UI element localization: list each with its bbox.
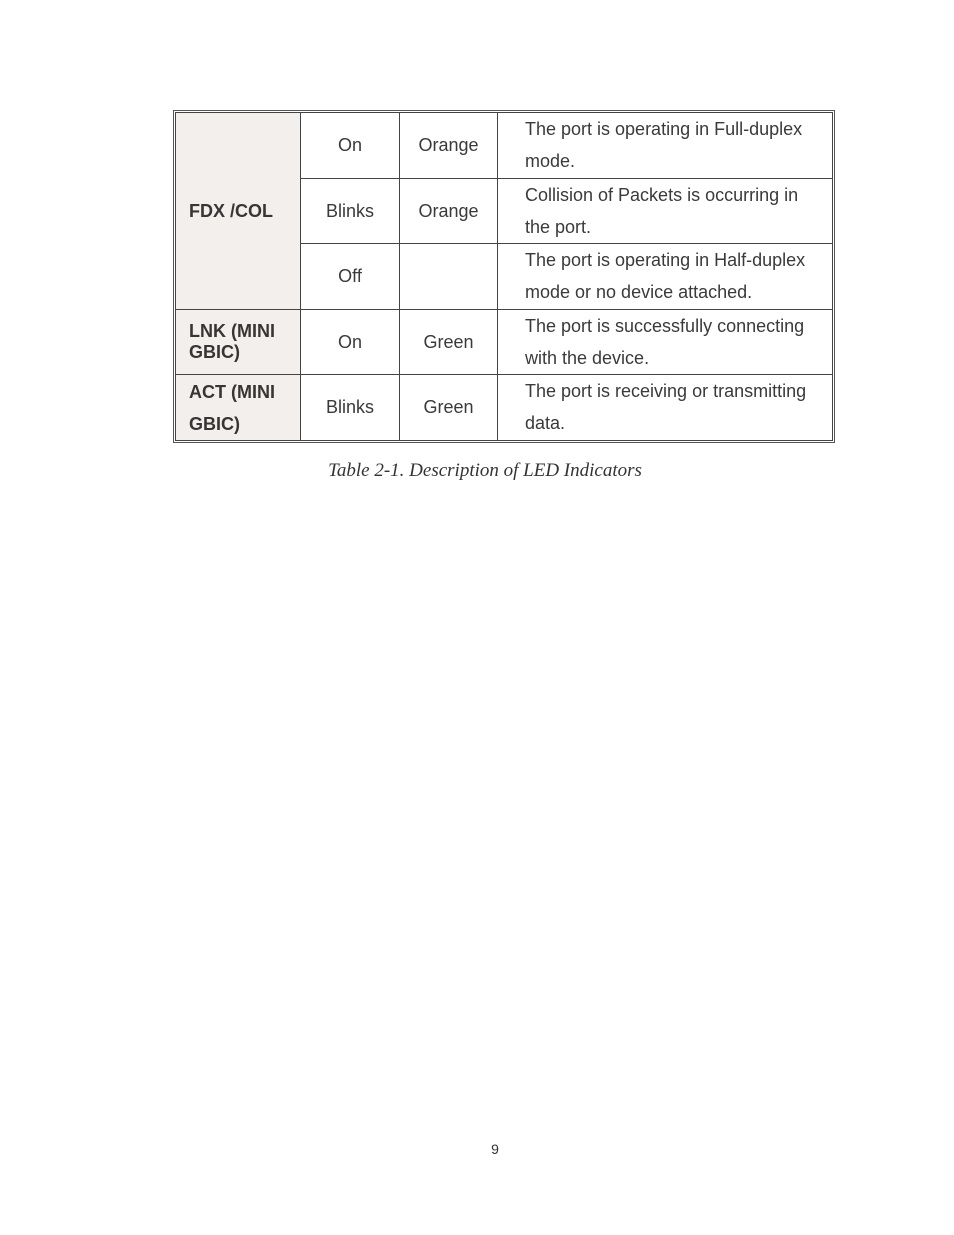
description-cell: The port is receiving or transmitting data. xyxy=(498,375,833,441)
table-caption: Table 2-1. Description of LED Indicators xyxy=(328,460,642,481)
led-indicator-table xyxy=(175,112,833,441)
description-cell: Collision of Packets is occurring in the port. xyxy=(498,179,833,244)
table-row xyxy=(176,113,833,179)
state-cell: On xyxy=(301,113,400,179)
color-cell: Orange xyxy=(400,179,498,244)
color-cell: Green xyxy=(400,310,498,375)
table-row xyxy=(176,375,833,441)
state-cell: On xyxy=(301,310,400,375)
indicator-name-cell: FDX /COL xyxy=(176,113,301,310)
state-cell: Off xyxy=(301,244,400,310)
color-cell xyxy=(400,244,498,310)
state-cell: Blinks xyxy=(301,375,400,441)
page-number: 9 xyxy=(491,1141,499,1157)
color-cell: Orange xyxy=(400,113,498,179)
table-row xyxy=(176,310,833,375)
led-indicator-table-frame xyxy=(173,110,835,443)
indicator-name-cell: LNK (MINI GBIC) xyxy=(176,310,301,375)
indicator-name-cell: ACT (MINI GBIC) xyxy=(176,375,301,441)
state-cell: Blinks xyxy=(301,179,400,244)
description-cell: The port is operating in Full-duplex mode. xyxy=(498,113,833,179)
color-cell: Green xyxy=(400,375,498,441)
description-cell: The port is successfully connecting with the device. xyxy=(498,310,833,375)
description-cell: The port is operating in Half-duplex mode or no device attached. xyxy=(498,244,833,310)
